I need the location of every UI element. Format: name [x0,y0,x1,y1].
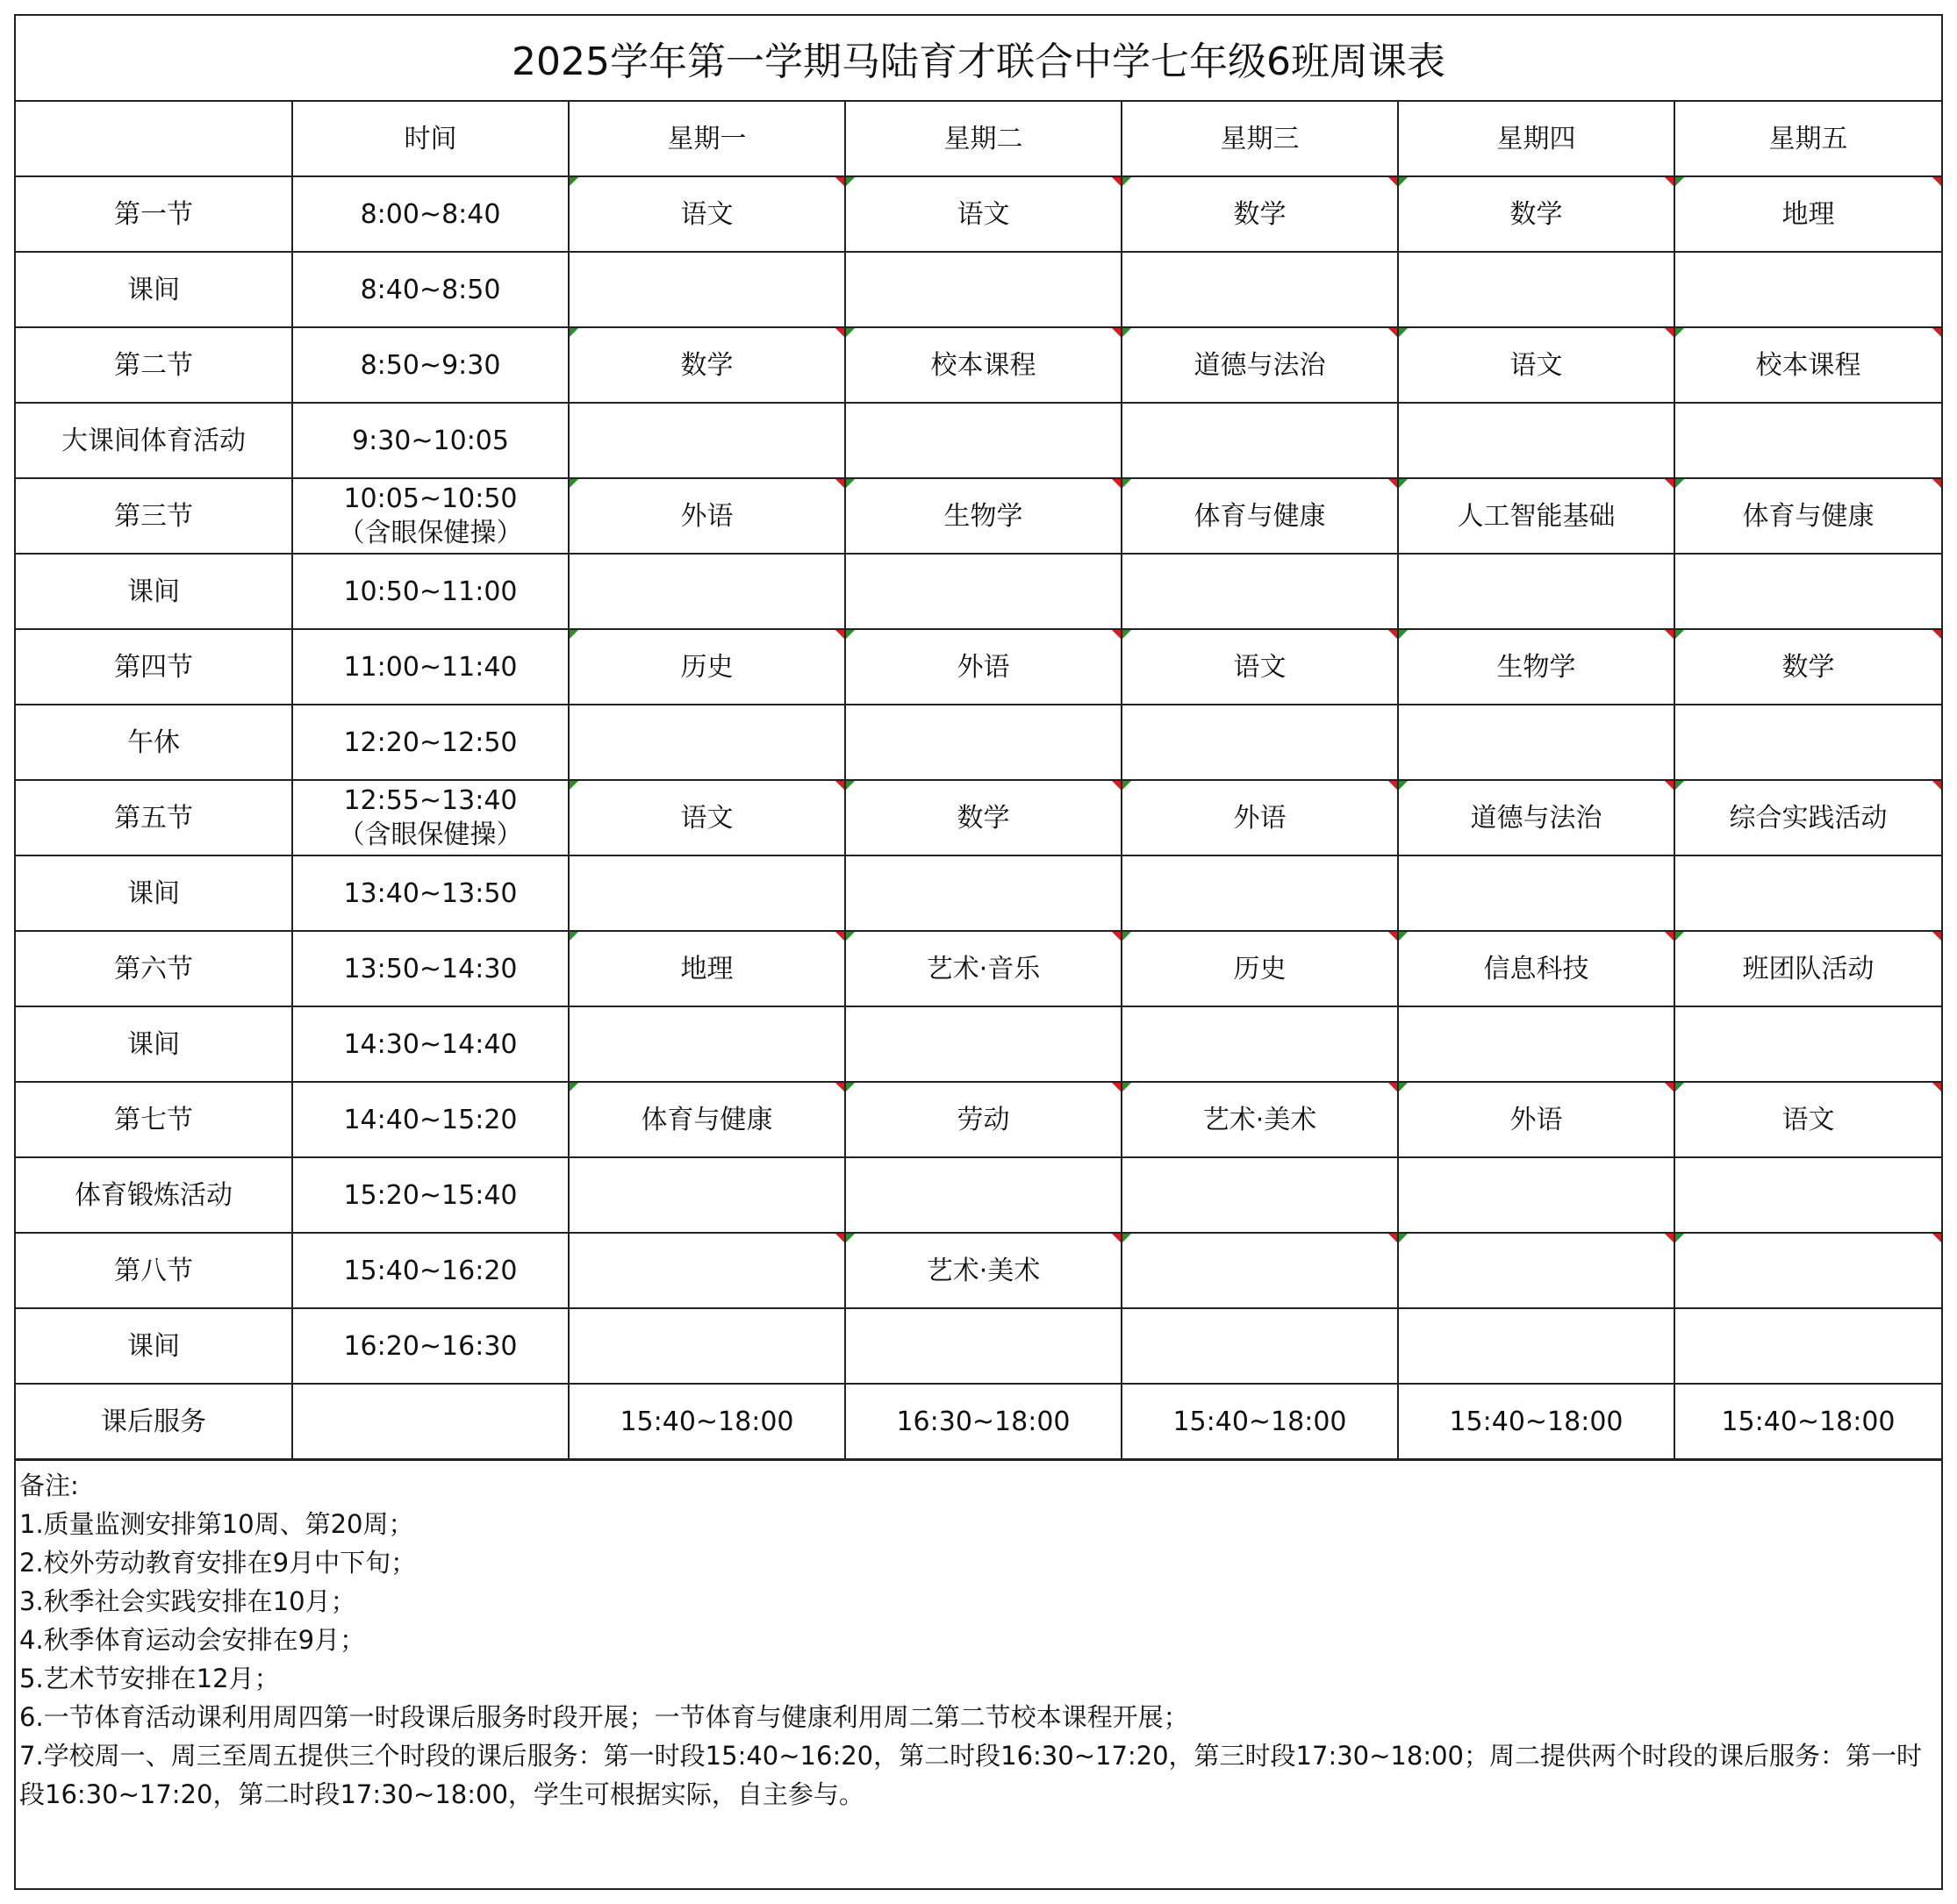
course-cell: 15:40~18:00 [1398,1384,1674,1460]
course-cell: 语文 [569,176,845,252]
green-corner-marker-icon [1399,1234,1408,1242]
period-time [292,478,569,554]
green-corner-marker-icon [1675,177,1684,186]
timetable-row [16,705,1941,780]
course-cell: 语文 [845,176,1122,252]
green-corner-marker-icon [1399,479,1408,488]
timetable-row [16,1157,1941,1233]
course-cell: 体育与健康 [1674,478,1941,554]
green-corner-marker-icon [570,177,578,186]
notes-heading: 备注: [19,1471,79,1500]
green-corner-marker-icon [1122,781,1131,790]
green-corner-marker-icon [846,479,855,488]
red-corner-marker-icon [1665,932,1674,941]
red-corner-marker-icon [1112,630,1121,639]
red-corner-marker-icon [1112,479,1121,488]
timetable [16,102,1941,1461]
note-item: 3.秋季社会实践安排在10月； [19,1586,356,1616]
timetable-row [16,1384,1941,1460]
period-time: 8:40~8:50 [292,252,569,327]
period-time: 13:50~14:30 [292,931,569,1006]
course-cell [845,1006,1122,1082]
course-cell [1674,1233,1941,1308]
note-item: 2.校外劳动教育安排在9月中下旬； [19,1548,417,1578]
red-corner-marker-icon [1932,328,1941,337]
course-cell: 体育与健康 [1122,478,1398,554]
timetable-sheet [14,14,1943,1890]
green-corner-marker-icon [846,630,855,639]
green-corner-marker-icon [1122,1083,1131,1092]
course-cell [569,1233,845,1308]
red-corner-marker-icon [1665,479,1674,488]
red-corner-marker-icon [1388,177,1397,186]
red-corner-marker-icon [1388,1234,1397,1242]
period-time-note: （含眼保健操） [338,518,523,548]
header-day-mon: 星期一 [569,102,845,176]
green-corner-marker-icon [1122,630,1131,639]
header-day-wed: 星期三 [1122,102,1398,176]
red-corner-marker-icon [1665,328,1674,337]
red-corner-marker-icon [1932,781,1941,790]
period-time: 14:40~15:20 [292,1082,569,1157]
course-cell: 艺术·美术 [845,1233,1122,1308]
timetable-row [16,629,1941,705]
period-label: 课间 [16,1006,292,1082]
course-cell [1674,1006,1941,1082]
course-cell: 校本课程 [845,327,1122,403]
green-corner-marker-icon [846,781,855,790]
green-corner-marker-icon [1675,630,1684,639]
period-label: 第五节 [16,780,292,855]
period-time [292,780,569,855]
note-item: 4.秋季体育运动会安排在9月； [19,1625,366,1655]
course-cell: 生物学 [845,478,1122,554]
green-corner-marker-icon [1399,177,1408,186]
course-cell: 道德与法治 [1122,327,1398,403]
red-corner-marker-icon [1388,479,1397,488]
note-item: 7.学校周一、周三至周五提供三个时段的课后服务：第一时段15:40~16:20，第二时段16:30~17:20，第三时段17:30~18:00；周二提供两个时段的课后服务：第一时段16:30~17:20，第二时段17:30~18:00，学生可根据实际，自主参与。 [19,1741,1923,1809]
course-cell [845,1308,1122,1384]
course-cell [1398,1157,1674,1233]
red-corner-marker-icon [1665,1234,1674,1242]
course-cell: 外语 [1398,1082,1674,1157]
header-day-thu: 星期四 [1398,102,1674,176]
period-time-range: 12:55~13:40 [343,785,518,816]
course-cell: 15:40~18:00 [1674,1384,1941,1460]
green-corner-marker-icon [570,630,578,639]
green-corner-marker-icon [570,781,578,790]
period-label: 第四节 [16,629,292,705]
green-corner-marker-icon [846,1083,855,1092]
note-item: 5.艺术节安排在12月； [19,1664,280,1693]
red-corner-marker-icon [1388,630,1397,639]
course-cell: 劳动 [845,1082,1122,1157]
course-cell [1674,554,1941,629]
period-time: 16:20~16:30 [292,1308,569,1384]
green-corner-marker-icon [1122,479,1131,488]
course-cell [569,1308,845,1384]
course-cell: 15:40~18:00 [1122,1384,1398,1460]
course-cell [1122,855,1398,931]
period-label: 体育锻炼活动 [16,1157,292,1233]
period-time: 8:00~8:40 [292,176,569,252]
green-corner-marker-icon [1399,1083,1408,1092]
timetable-row [16,1006,1941,1082]
course-cell [569,554,845,629]
period-time: 11:00~11:40 [292,629,569,705]
period-time: 13:40~13:50 [292,855,569,931]
green-corner-marker-icon [1675,479,1684,488]
timetable-row [16,327,1941,403]
course-cell [1674,403,1941,478]
course-cell: 历史 [1122,931,1398,1006]
course-cell [569,705,845,780]
course-cell [845,403,1122,478]
course-cell: 数学 [845,780,1122,855]
course-cell [1122,1157,1398,1233]
green-corner-marker-icon [1399,781,1408,790]
period-label: 第二节 [16,327,292,403]
course-cell: 语文 [569,780,845,855]
course-cell: 道德与法治 [1398,780,1674,855]
period-label: 课间 [16,252,292,327]
red-corner-marker-icon [1112,177,1121,186]
green-corner-marker-icon [1399,932,1408,941]
header-row [16,102,1941,176]
course-cell: 15:40~18:00 [569,1384,845,1460]
course-cell [569,403,845,478]
course-cell [1674,1308,1941,1384]
red-corner-marker-icon [1388,781,1397,790]
course-cell: 体育与健康 [569,1082,845,1157]
course-cell [569,855,845,931]
red-corner-marker-icon [1112,328,1121,337]
green-corner-marker-icon [1675,781,1684,790]
header-time: 时间 [292,102,569,176]
red-corner-marker-icon [835,479,844,488]
red-corner-marker-icon [835,781,844,790]
course-cell [1122,403,1398,478]
course-cell: 外语 [845,629,1122,705]
period-time-note: （含眼保健操） [338,820,523,850]
green-corner-marker-icon [1122,328,1131,337]
timetable-row [16,554,1941,629]
course-cell: 班团队活动 [1674,931,1941,1006]
course-cell: 人工智能基础 [1398,478,1674,554]
green-corner-marker-icon [846,932,855,941]
course-cell: 16:30~18:00 [845,1384,1122,1460]
course-cell [1674,252,1941,327]
course-cell [1398,252,1674,327]
red-corner-marker-icon [1112,1083,1121,1092]
header-day-tue: 星期二 [845,102,1122,176]
timetable-row [16,931,1941,1006]
green-corner-marker-icon [570,328,578,337]
course-cell [1674,1157,1941,1233]
course-cell [1122,1006,1398,1082]
course-cell: 地理 [1674,176,1941,252]
period-label: 第七节 [16,1082,292,1157]
period-time: 8:50~9:30 [292,327,569,403]
timetable-row [16,403,1941,478]
green-corner-marker-icon [570,479,578,488]
red-corner-marker-icon [1112,1234,1121,1242]
course-cell: 数学 [1398,176,1674,252]
course-cell: 语文 [1674,1082,1941,1157]
course-cell [569,1006,845,1082]
course-cell [1398,855,1674,931]
course-cell [1398,403,1674,478]
red-corner-marker-icon [1932,630,1941,639]
period-label: 第六节 [16,931,292,1006]
period-time: 9:30~10:05 [292,403,569,478]
red-corner-marker-icon [1932,1083,1941,1092]
page-title: 2025学年第一学期马陆育才联合中学七年级6班周课表 [16,16,1941,102]
period-time: 14:30~14:40 [292,1006,569,1082]
period-label: 第八节 [16,1233,292,1308]
period-time [292,1384,569,1460]
red-corner-marker-icon [1932,479,1941,488]
period-label: 课间 [16,1308,292,1384]
green-corner-marker-icon [1399,328,1408,337]
course-cell: 历史 [569,629,845,705]
course-cell [1122,1233,1398,1308]
course-cell: 数学 [1674,629,1941,705]
timetable-row [16,1308,1941,1384]
course-cell [1398,1006,1674,1082]
period-time-range: 10:05~10:50 [343,483,518,514]
green-corner-marker-icon [1675,1234,1684,1242]
course-cell [1122,1308,1398,1384]
green-corner-marker-icon [1122,177,1131,186]
course-cell [1398,705,1674,780]
course-cell [1398,1308,1674,1384]
course-cell [569,252,845,327]
red-corner-marker-icon [835,328,844,337]
green-corner-marker-icon [846,177,855,186]
green-corner-marker-icon [846,1234,855,1242]
course-cell [1398,1233,1674,1308]
course-cell: 艺术·美术 [1122,1082,1398,1157]
course-cell: 地理 [569,931,845,1006]
course-cell: 数学 [1122,176,1398,252]
course-cell [845,252,1122,327]
course-cell [845,855,1122,931]
red-corner-marker-icon [835,177,844,186]
timetable-row [16,1082,1941,1157]
period-label: 课间 [16,554,292,629]
course-cell [845,554,1122,629]
red-corner-marker-icon [1665,1083,1674,1092]
period-label: 第一节 [16,176,292,252]
course-cell: 语文 [1122,629,1398,705]
header-day-fri: 星期五 [1674,102,1941,176]
red-corner-marker-icon [1665,177,1674,186]
course-cell [845,1157,1122,1233]
course-cell: 外语 [1122,780,1398,855]
course-cell [1674,855,1941,931]
course-cell: 生物学 [1398,629,1674,705]
red-corner-marker-icon [835,1083,844,1092]
course-cell: 信息科技 [1398,931,1674,1006]
timetable-row [16,478,1941,554]
course-cell: 艺术·音乐 [845,931,1122,1006]
course-cell [569,1157,845,1233]
timetable-row [16,252,1941,327]
course-cell [1674,705,1941,780]
red-corner-marker-icon [1932,932,1941,941]
green-corner-marker-icon [570,932,578,941]
timetable-row [16,176,1941,252]
green-corner-marker-icon [1675,328,1684,337]
period-label: 第三节 [16,478,292,554]
red-corner-marker-icon [835,630,844,639]
course-cell [1122,252,1398,327]
green-corner-marker-icon [1675,932,1684,941]
period-label: 午休 [16,705,292,780]
period-time: 12:20~12:50 [292,705,569,780]
period-time: 15:20~15:40 [292,1157,569,1233]
red-corner-marker-icon [1665,781,1674,790]
course-cell: 综合实践活动 [1674,780,1941,855]
course-cell [845,705,1122,780]
timetable-row [16,1233,1941,1308]
red-corner-marker-icon [1388,932,1397,941]
green-corner-marker-icon [1675,1083,1684,1092]
timetable-row [16,855,1941,931]
red-corner-marker-icon [1388,328,1397,337]
red-corner-marker-icon [1388,1083,1397,1092]
green-corner-marker-icon [846,328,855,337]
header-blank-cell [16,102,292,176]
red-corner-marker-icon [1112,781,1121,790]
green-corner-marker-icon [1399,630,1408,639]
period-label: 课后服务 [16,1384,292,1460]
period-time: 15:40~16:20 [292,1233,569,1308]
course-cell [1398,554,1674,629]
red-corner-marker-icon [835,932,844,941]
period-label: 课间 [16,855,292,931]
note-item: 6.一节体育活动课利用周四第一时段课后服务时段开展；一节体育与健康利用周二第二节校本课程开展； [19,1702,1189,1732]
green-corner-marker-icon [1122,1234,1131,1242]
course-cell: 数学 [569,327,845,403]
course-cell [1122,705,1398,780]
period-label: 大课间体育活动 [16,403,292,478]
course-cell: 语文 [1398,327,1674,403]
green-corner-marker-icon [1122,932,1131,941]
note-item: 1.质量监测安排第10周、第20周； [19,1509,414,1539]
red-corner-marker-icon [1932,1234,1941,1242]
course-cell: 校本课程 [1674,327,1941,403]
red-corner-marker-icon [1665,630,1674,639]
course-cell [1122,554,1398,629]
course-cell: 外语 [569,478,845,554]
notes-section [16,1461,1941,1819]
red-corner-marker-icon [1932,177,1941,186]
red-corner-marker-icon [835,1234,844,1242]
timetable-row [16,780,1941,855]
period-time: 10:50~11:00 [292,554,569,629]
green-corner-marker-icon [570,1083,578,1092]
red-corner-marker-icon [1112,932,1121,941]
